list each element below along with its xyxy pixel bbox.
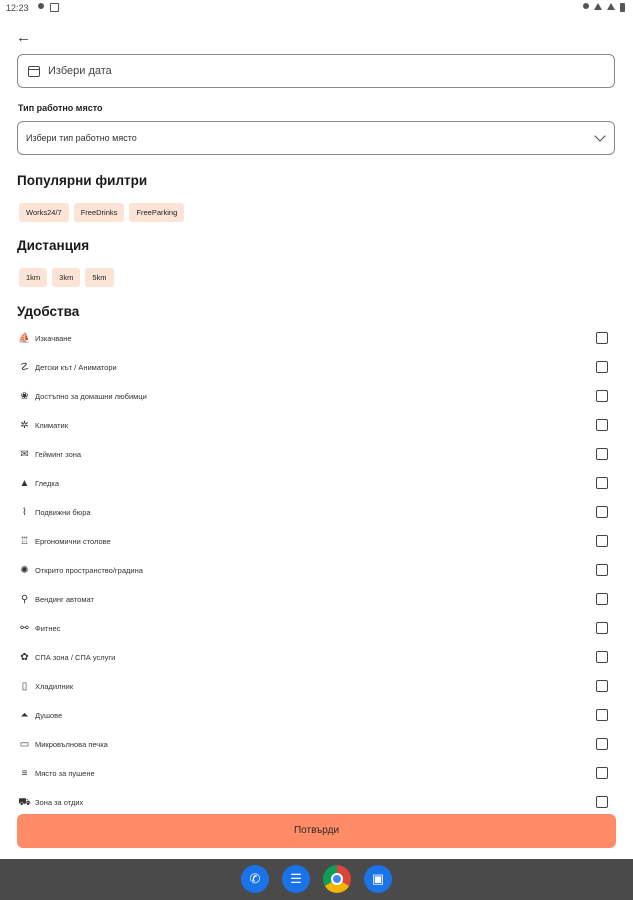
chrome-app-icon[interactable]	[323, 865, 351, 893]
amenity-row[interactable]	[0, 702, 633, 731]
filter-chip[interactable]: FreeDrinks	[74, 203, 125, 222]
shower-icon: ⏶	[20, 710, 29, 721]
amenity-row[interactable]	[0, 441, 633, 470]
paw-icon: ❀	[20, 391, 29, 402]
system-navigation-bar	[0, 859, 633, 900]
sailboat-icon: ⛵	[18, 333, 31, 344]
wifi-icon	[594, 3, 602, 10]
distance-chip[interactable]: 1km	[19, 268, 47, 287]
gamepad-icon: ✉	[20, 449, 29, 460]
amenity-checkbox[interactable]	[596, 477, 608, 489]
amenity-row[interactable]	[0, 586, 633, 615]
amenity-label: Подвижни бюра	[35, 508, 91, 517]
amenity-row[interactable]	[0, 673, 633, 702]
amenity-label: СПА зона / СПА услуги	[35, 653, 116, 662]
amenity-label: Ергономични столове	[35, 537, 111, 546]
amenity-checkbox[interactable]	[596, 506, 608, 518]
amenity-label: Вендинг автомат	[35, 595, 94, 604]
fitness-icon: ⚯	[20, 623, 29, 634]
microwave-icon: ▭	[19, 739, 30, 750]
amenity-checkbox[interactable]	[596, 796, 608, 808]
amenity-row[interactable]	[0, 499, 633, 528]
amenity-row[interactable]	[0, 731, 633, 760]
ac-unit-icon: ✲	[20, 420, 29, 431]
amenity-label: Достъпно за домашни любимци	[35, 392, 147, 401]
amenity-checkbox[interactable]	[596, 361, 608, 373]
popular-filters-title: Популярни филтри	[17, 173, 148, 188]
calendar-icon	[28, 66, 40, 77]
amenity-row[interactable]	[0, 557, 633, 586]
amenity-label: Гледка	[35, 479, 60, 488]
camera-app-icon[interactable]: ▣	[364, 865, 392, 893]
workplace-type-select[interactable]	[17, 121, 615, 155]
distance-chips	[19, 268, 114, 287]
amenity-row[interactable]	[0, 615, 633, 644]
amenity-row[interactable]	[0, 412, 633, 441]
vending-icon: ⚲	[20, 594, 29, 605]
workplace-type-label: Тип работно място	[18, 103, 103, 113]
fridge-icon: ▯	[21, 681, 28, 692]
amenity-row[interactable]	[0, 528, 633, 557]
amenity-checkbox[interactable]	[596, 680, 608, 692]
amenity-label: Изкачване	[35, 334, 72, 343]
date-picker-field[interactable]	[17, 54, 615, 88]
sun-icon: ✺	[20, 565, 29, 576]
amenity-checkbox[interactable]	[596, 622, 608, 634]
message-notification-icon	[38, 3, 44, 9]
smoking-icon: ≡	[21, 768, 28, 779]
amenity-checkbox[interactable]	[596, 332, 608, 344]
amenity-checkbox[interactable]	[596, 651, 608, 663]
confirm-button[interactable]: Потвърди	[17, 814, 616, 848]
amenity-label: Фитнес	[35, 624, 61, 633]
amenity-row[interactable]	[0, 325, 633, 354]
amenity-checkbox[interactable]	[596, 535, 608, 547]
amenity-label: Микровълнова печка	[35, 740, 108, 749]
amenity-label: Хладилник	[35, 682, 74, 691]
amenity-checkbox[interactable]	[596, 767, 608, 779]
amenity-row[interactable]	[0, 644, 633, 673]
battery-icon	[620, 3, 625, 12]
amenity-checkbox[interactable]	[596, 738, 608, 750]
amenity-checkbox[interactable]	[596, 448, 608, 460]
amenity-row[interactable]	[0, 470, 633, 499]
filter-chip[interactable]: Works24/7	[19, 203, 69, 222]
distance-chip[interactable]: 3km	[52, 268, 80, 287]
amenity-checkbox[interactable]	[596, 390, 608, 402]
distance-title: Дистанция	[17, 238, 90, 253]
amenity-label: Зона за отдих	[35, 798, 84, 807]
amenity-checkbox[interactable]	[596, 419, 608, 431]
amenity-checkbox[interactable]	[596, 593, 608, 605]
amenities-title: Удобства	[17, 304, 80, 319]
amenity-label: Детски кът / Аниматори	[35, 363, 117, 372]
amenity-label: Място за пушене	[35, 769, 95, 778]
chair-icon: ♖	[20, 536, 29, 547]
app-notification-icon	[50, 3, 59, 12]
date-placeholder: Избери дата	[48, 65, 112, 77]
location-icon	[583, 3, 589, 9]
amenity-label: Гейминг зона	[35, 450, 82, 459]
amenity-checkbox[interactable]	[596, 709, 608, 721]
amenity-row[interactable]	[0, 760, 633, 789]
adjustable-desk-icon: ⌇	[22, 507, 27, 518]
amenity-label: Климатик	[35, 421, 69, 430]
status-bar	[0, 0, 633, 18]
amenity-label: Душове	[35, 711, 63, 720]
back-arrow-icon[interactable]: ←	[16, 29, 31, 46]
workplace-type-value: Избери тип работно място	[26, 133, 137, 143]
amenity-label: Открито пространство/градина	[35, 566, 143, 575]
amenity-checkbox[interactable]	[596, 564, 608, 576]
toy-icon: ☡	[20, 362, 29, 373]
amenity-row[interactable]	[0, 383, 633, 412]
spa-icon: ✿	[20, 652, 29, 663]
sofa-icon: ⛟	[18, 797, 31, 808]
signal-icon	[607, 3, 615, 10]
phone-app-icon[interactable]: ✆	[241, 865, 269, 893]
popular-filters-chips	[19, 203, 184, 222]
chevron-down-icon	[594, 130, 605, 141]
filter-chip[interactable]: FreeParking	[129, 203, 184, 222]
amenity-row[interactable]	[0, 354, 633, 383]
messages-app-icon[interactable]: ☰	[282, 865, 310, 893]
status-time: 12:23	[6, 3, 29, 13]
distance-chip[interactable]: 5km	[85, 268, 113, 287]
landscape-icon: ▲	[19, 478, 30, 489]
